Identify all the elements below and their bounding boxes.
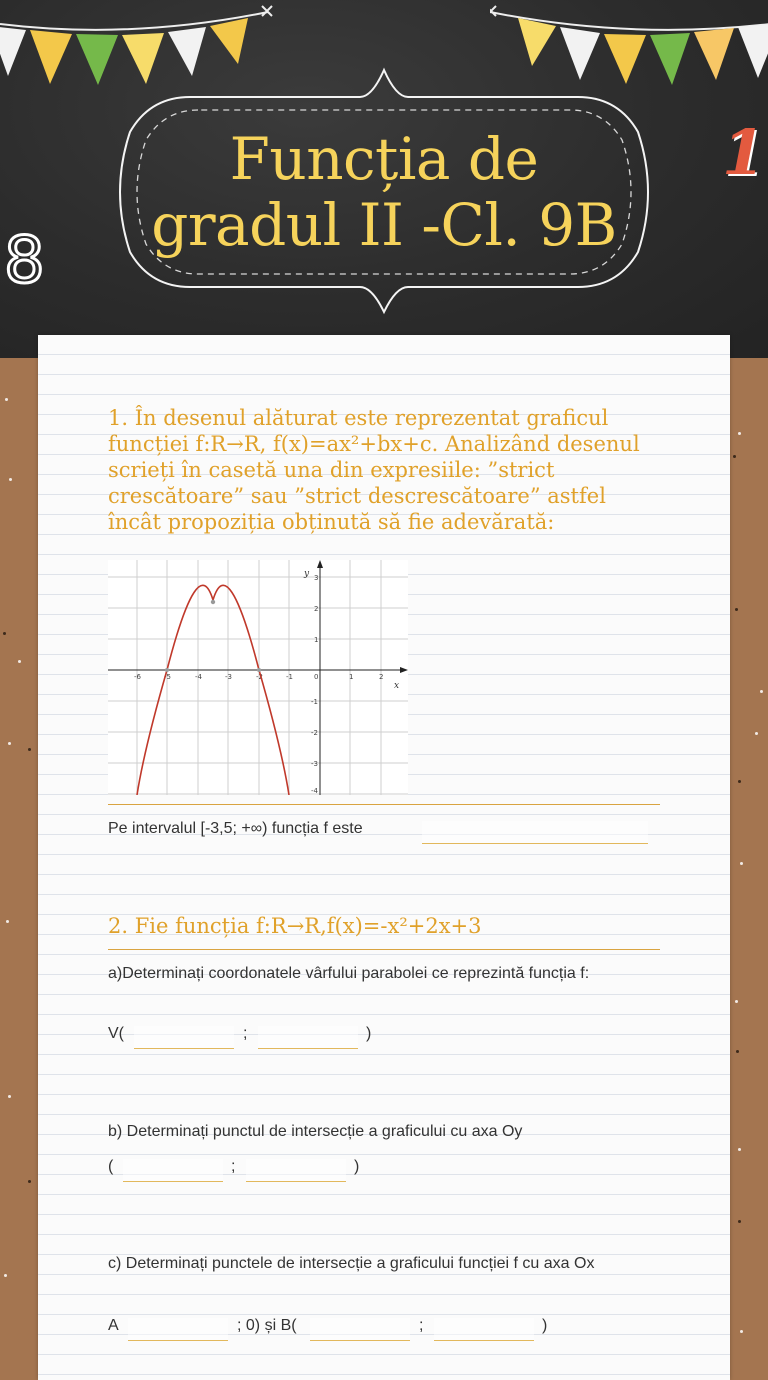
y-axis-arrow xyxy=(317,560,323,568)
background-speck xyxy=(733,455,736,458)
oy-point-y-input[interactable] xyxy=(246,1159,346,1182)
divider xyxy=(108,949,660,950)
worksheet-paper xyxy=(38,335,730,1380)
question-1-prompt: Pe intervalul [-3,5; +∞) funcția f este xyxy=(108,820,363,837)
background-speck xyxy=(736,1050,739,1053)
background-speck xyxy=(735,1000,738,1003)
question-2b-text: b) Determinați punctul de intersecție a graficului cu axa Oy xyxy=(108,1123,523,1140)
eight-glyph: 8 xyxy=(4,224,45,292)
chalk-number-one-decoration: 1 xyxy=(722,116,766,189)
x-tick-label: -6 xyxy=(134,673,141,681)
background-speck xyxy=(738,780,741,783)
x-tick-label: 1 xyxy=(349,673,354,681)
background-speck xyxy=(3,632,6,635)
parabola-graph xyxy=(108,560,408,795)
oy-point-separator: ; xyxy=(231,1158,236,1175)
question-1-text: 1. În desenul alăturat este reprezentat graficul funcției f:R→R, f(x)=ax²+bx+c. Analizând desenul scrieți în casetă una din expresiile: ”strict crescătoare” sau ”strict descrescătoare” astfel încât propoziția obținută să fie adevărată: xyxy=(108,406,640,534)
x-axis-label: x xyxy=(394,681,400,691)
point-a-x-input[interactable] xyxy=(128,1318,228,1341)
point-a-prefix: A xyxy=(108,1317,119,1334)
background-speck xyxy=(8,1095,11,1098)
y-tick-label: -2 xyxy=(311,729,318,737)
vertex-point xyxy=(211,600,215,604)
root-point xyxy=(257,668,261,672)
y-tick-label: -1 xyxy=(311,698,318,706)
root-point xyxy=(165,668,169,672)
background-speck xyxy=(9,478,12,481)
x-tick-label: -5 xyxy=(164,673,171,681)
background-speck xyxy=(28,1180,31,1183)
background-speck xyxy=(740,1330,743,1333)
vertex-suffix: ) xyxy=(366,1025,372,1042)
background-speck xyxy=(740,862,743,865)
x-tick-label: -4 xyxy=(195,673,202,681)
background-speck xyxy=(5,398,8,401)
background-speck xyxy=(738,432,741,435)
vertex-y-input[interactable] xyxy=(258,1026,358,1049)
x-tick-label: -2 xyxy=(256,673,263,681)
point-a-b-separator: ; 0) și B( xyxy=(237,1317,297,1334)
x-tick-label: -3 xyxy=(225,673,232,681)
oy-point-x-input[interactable] xyxy=(123,1159,223,1182)
x-tick-label: 2 xyxy=(379,673,384,681)
vertex-prefix: V( xyxy=(108,1025,124,1042)
y-axis-label: y xyxy=(304,569,310,579)
y-tick-label: -3 xyxy=(311,760,318,768)
question-2-title: 2. Fie funcția f:R→R,f(x)=-x²+2x+3 xyxy=(108,914,482,938)
background-speck xyxy=(4,1274,7,1277)
chalk-number-eight-decoration xyxy=(0,222,46,292)
y-tick-label: -4 xyxy=(311,787,318,795)
y-tick-label: 3 xyxy=(314,574,319,582)
question-2a-text: a)Determinați coordonatele vârfului parabolei ce reprezintă funcția f: xyxy=(108,965,590,982)
background-speck xyxy=(738,1220,741,1223)
title-line-2: gradul II -Cl. 9B xyxy=(151,191,617,259)
vertex-x-input[interactable] xyxy=(134,1026,234,1049)
question-2c-text: c) Determinați punctele de intersecție a graficului funcției f cu axa Ox xyxy=(108,1255,595,1272)
vertex-separator: ; xyxy=(243,1025,248,1042)
chalkboard-header xyxy=(0,0,768,358)
x-tick-label: 0 xyxy=(314,673,319,681)
background-speck xyxy=(8,742,11,745)
oy-point-suffix: ) xyxy=(354,1158,360,1175)
background-speck xyxy=(760,690,763,693)
background-speck xyxy=(755,732,758,735)
point-b-separator: ; xyxy=(419,1317,424,1334)
title-line-1: Funcția de xyxy=(229,125,539,193)
divider xyxy=(108,804,660,805)
background-speck xyxy=(738,1148,741,1151)
parabola-curve xyxy=(137,585,289,795)
point-b-suffix: ) xyxy=(542,1317,548,1334)
background-speck xyxy=(735,608,738,611)
y-tick-label: 2 xyxy=(314,605,319,613)
oy-point-prefix: ( xyxy=(108,1158,114,1175)
x-tick-label: -1 xyxy=(286,673,293,681)
answer-1-input[interactable] xyxy=(422,821,648,844)
background-speck xyxy=(6,920,9,923)
y-tick-label: 1 xyxy=(314,636,319,644)
page-title xyxy=(118,126,650,258)
point-b-x-input[interactable] xyxy=(310,1318,410,1341)
x-axis-arrow xyxy=(400,667,408,673)
point-b-y-input[interactable] xyxy=(434,1318,534,1341)
background-speck xyxy=(18,660,21,663)
background-speck xyxy=(28,748,31,751)
